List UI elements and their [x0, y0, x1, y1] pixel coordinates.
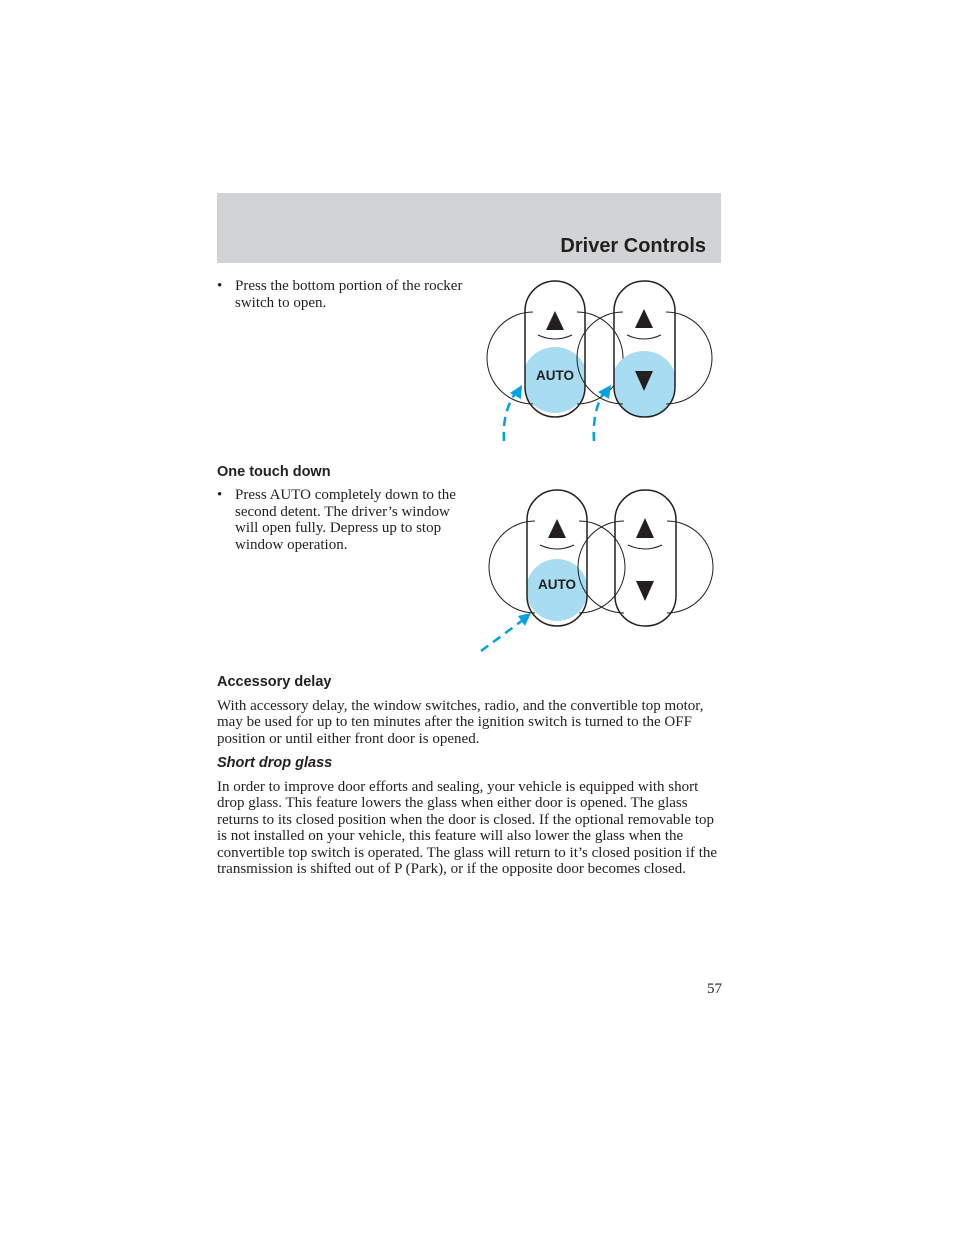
arrow-head-icon — [518, 613, 531, 626]
page-number: 57 — [707, 981, 722, 997]
up-arrow-icon — [635, 309, 653, 328]
auto-switch-figure-2 — [489, 490, 625, 626]
section-title: Driver Controls — [560, 235, 706, 257]
accessory-delay-body: With accessory delay, the window switches, radio, and the convertible top motor, may be used for up to ten minutes after the ignition switch is turned to the OFF position or until either front door is opened. — [217, 698, 704, 747]
auto-label: AUTO — [535, 368, 575, 383]
auto-label: AUTO — [537, 577, 577, 592]
down-switch-figure-2 — [578, 490, 713, 626]
arrow-head-icon — [598, 385, 611, 399]
bullet-marker: • — [217, 278, 223, 294]
bullet-text: Press the bottom portion of the rocker switch to open. — [235, 278, 463, 311]
one-touch-heading: One touch down — [217, 464, 331, 480]
down-arrow-icon — [636, 581, 654, 601]
short-drop-body: In order to improve door efforts and sealing, your vehicle is equipped with short drop glass. This feature lowers the glass when either door is opened. The glass returns to its closed position when the door is closed. If the optional removable top is not installed on your vehicle, this feature will also lower the glass when the convertible top switch is operated. The glass will return to it’s closed position if the transmission is shifted out of P (Park), or if the opposite door becomes closed. — [217, 779, 718, 878]
bullet-text: Press AUTO completely down to the second detent. The driver’s window will open fully. Depress up to stop window operation. — [235, 487, 456, 553]
up-arrow-icon — [546, 311, 564, 330]
press-arrow-figure-2 — [481, 613, 531, 651]
up-arrow-icon — [636, 518, 654, 538]
bullet-marker: • — [217, 487, 223, 503]
short-drop-heading: Short drop glass — [217, 755, 333, 771]
accessory-delay-heading: Accessory delay — [217, 674, 332, 690]
up-arrow-icon — [548, 519, 566, 538]
down-switch-figure-1 — [577, 281, 712, 417]
